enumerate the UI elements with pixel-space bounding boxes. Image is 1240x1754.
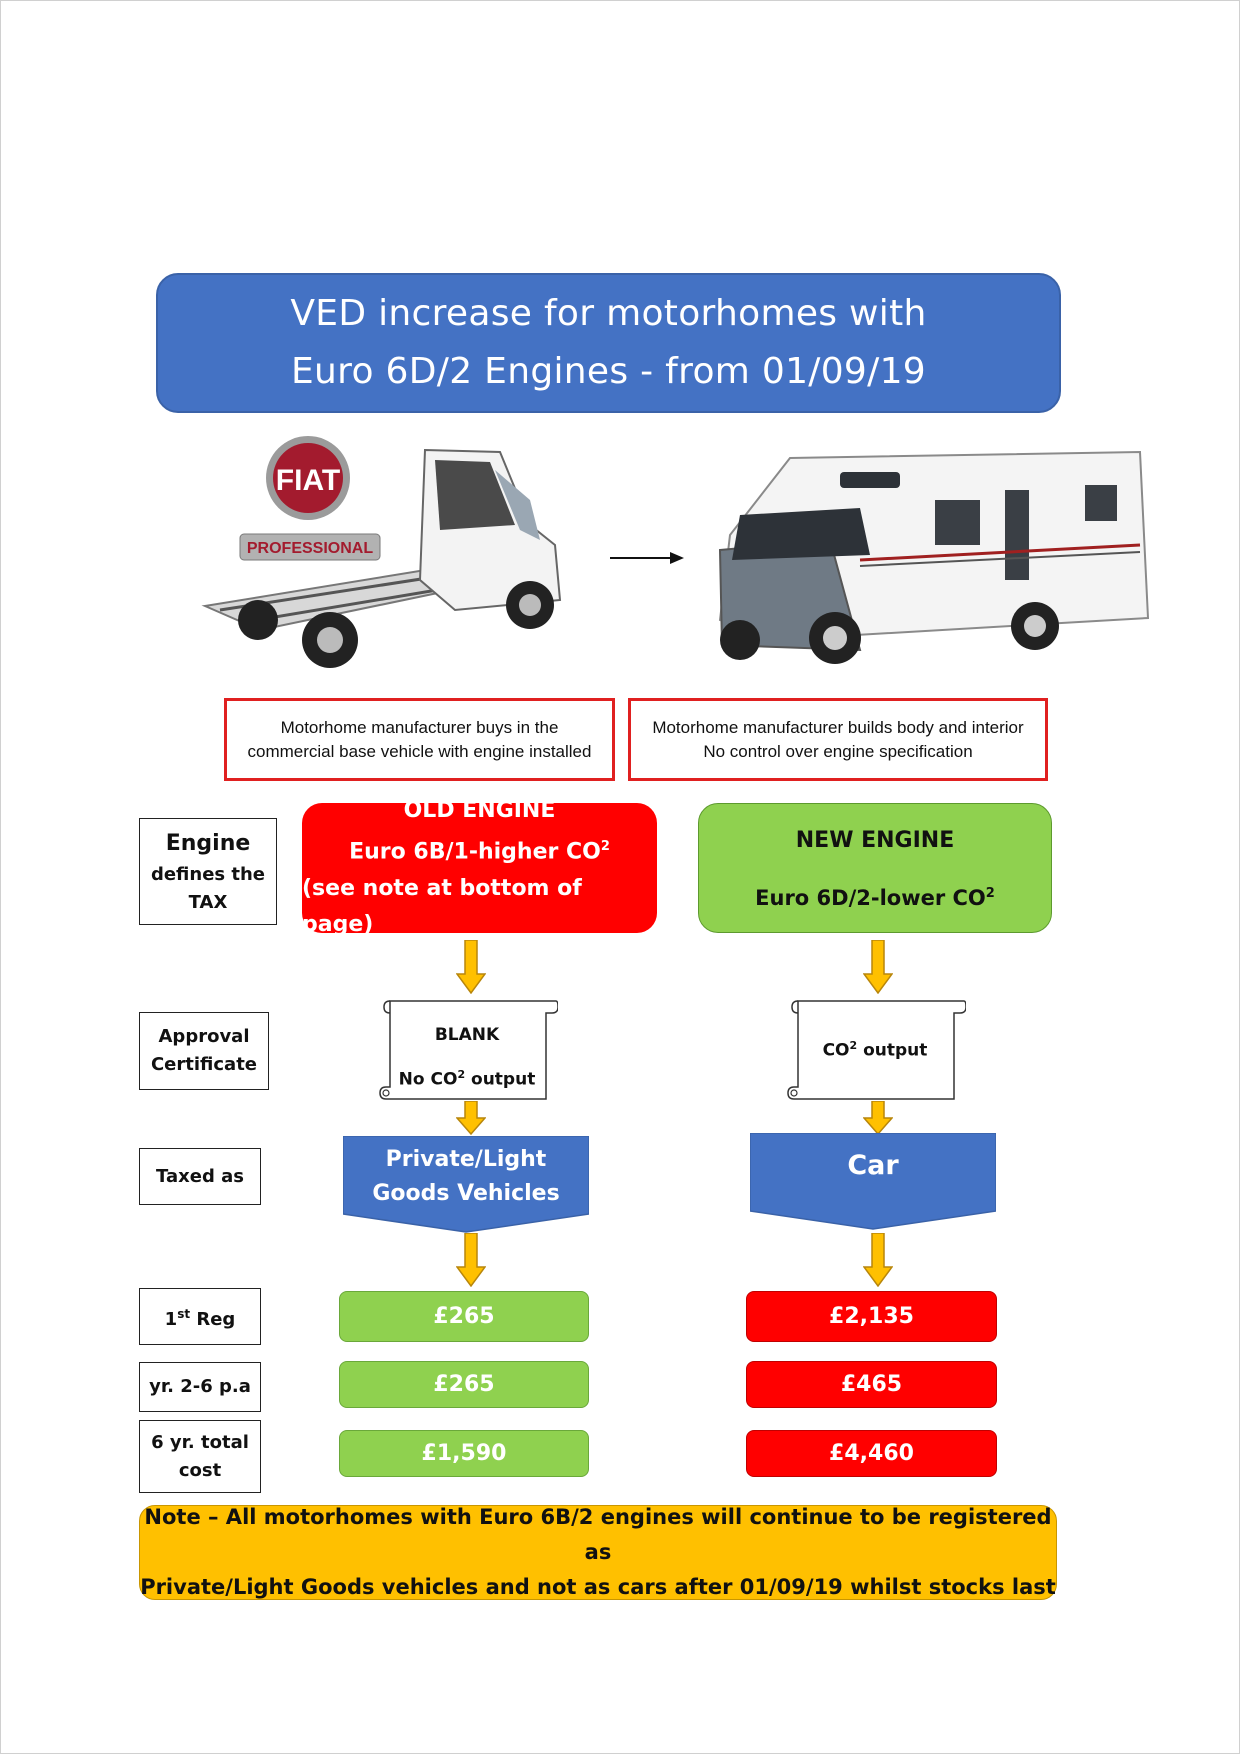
- motorhome-illustration: [710, 440, 1150, 680]
- old-first-reg-value: £265: [339, 1291, 589, 1342]
- row-label-total-2: cost: [178, 1459, 222, 1481]
- right-arrow: [610, 548, 685, 568]
- note-line-1: Note – All motorhomes with Euro 6B/2 engines will continue to be registered as: [144, 1505, 1052, 1564]
- caption-left-line-2: commercial base vehicle with engine installed: [247, 741, 592, 761]
- row-label-approval-1: Approval: [158, 1026, 250, 1047]
- svg-text:FIAT: FIAT: [275, 464, 341, 497]
- row-label-total-1: 6 yr. total: [151, 1431, 249, 1453]
- down-arrow-old-1: [456, 940, 486, 994]
- caption-left-line-1: Motorhome manufacturer buys in the: [280, 717, 559, 737]
- taxed-as-old-line-2: Goods Vehicles: [372, 1181, 560, 1206]
- certificate-new-line: $CO^2$ output: [822, 1039, 928, 1061]
- taxed-as-old-line-1: Private/Light: [385, 1147, 547, 1172]
- down-arrow-old-3: [456, 1233, 486, 1287]
- taxed-as-old-text: [343, 1143, 589, 1211]
- title-line-2: Euro 6D/2 Engines - from 01/09/19: [291, 351, 926, 392]
- old-engine-box: [302, 798, 657, 937]
- row-label-approval-2: Certificate: [150, 1054, 258, 1075]
- caption-right-line-2: No control over engine specification: [703, 741, 973, 761]
- row-label-first-reg: [139, 1288, 261, 1345]
- taxed-as-new-text: Car: [847, 1150, 899, 1181]
- new-yr-2-6-value: £465: [746, 1361, 997, 1408]
- chassis-cab-illustration: [200, 430, 620, 695]
- row-label-taxed-text: Taxed as: [156, 1165, 244, 1187]
- fiat-logo: [266, 436, 350, 520]
- new-engine-spec: Euro 6D/2-lower $CO^2$: [755, 886, 995, 910]
- row-label-yr-text: yr. 2-6 p.a: [149, 1376, 251, 1397]
- row-label-approval: [139, 1012, 269, 1090]
- note-box: [139, 1505, 1057, 1600]
- caption-body-builder: [628, 698, 1048, 781]
- motorhome-body: [720, 452, 1148, 650]
- row-label-total-cost: [139, 1420, 261, 1493]
- down-arrow-new-1: [863, 940, 893, 994]
- row-label-engine-1: Engine: [165, 830, 251, 856]
- certificate-new-text: [800, 1026, 950, 1071]
- old-total-value: £1,590: [339, 1430, 589, 1477]
- row-label-yr-2-6: [139, 1362, 261, 1412]
- row-label-engine: [139, 818, 277, 925]
- certificate-old-line-1: BLANK: [434, 1025, 500, 1045]
- note-line-2: Private/Light Goods vehicles and not as cars after 01/09/19 whilst stocks last: [140, 1575, 1056, 1599]
- new-total-value: £4,460: [746, 1430, 997, 1477]
- new-first-reg-value: £2,135: [746, 1291, 997, 1342]
- title-line-1: VED increase for motorhomes with: [290, 293, 927, 334]
- down-arrow-new-3: [863, 1233, 893, 1287]
- old-engine-title: OLD ENGINE: [403, 798, 556, 824]
- old-engine-note: (see note at bottom of page): [302, 875, 582, 937]
- caption-right-line-1: Motorhome manufacturer builds body and interior: [652, 717, 1024, 737]
- down-arrow-old-2: [456, 1101, 486, 1135]
- caption-base-vehicle: [224, 698, 615, 781]
- new-engine-box: [698, 803, 1052, 933]
- new-engine-title: NEW ENGINE: [795, 828, 955, 853]
- certificate-old-text: [392, 1015, 542, 1100]
- row-label-engine-2: defines the: [150, 863, 266, 885]
- row-label-taxed-as: [139, 1148, 261, 1205]
- old-yr-2-6-value: £265: [339, 1361, 589, 1408]
- professional-badge: [240, 534, 380, 560]
- down-arrow-new-2: [863, 1101, 893, 1135]
- old-engine-spec: Euro 6B/1-higher $CO^2$: [349, 839, 610, 865]
- title-banner: [156, 273, 1061, 413]
- row-label-first-reg-text: 1st Reg: [164, 1306, 236, 1330]
- certificate-old-line-2: No $CO^2$ output: [398, 1068, 536, 1090]
- row-label-engine-3: TAX: [188, 891, 228, 913]
- svg-text:PROFESSIONAL: PROFESSIONAL: [246, 540, 374, 557]
